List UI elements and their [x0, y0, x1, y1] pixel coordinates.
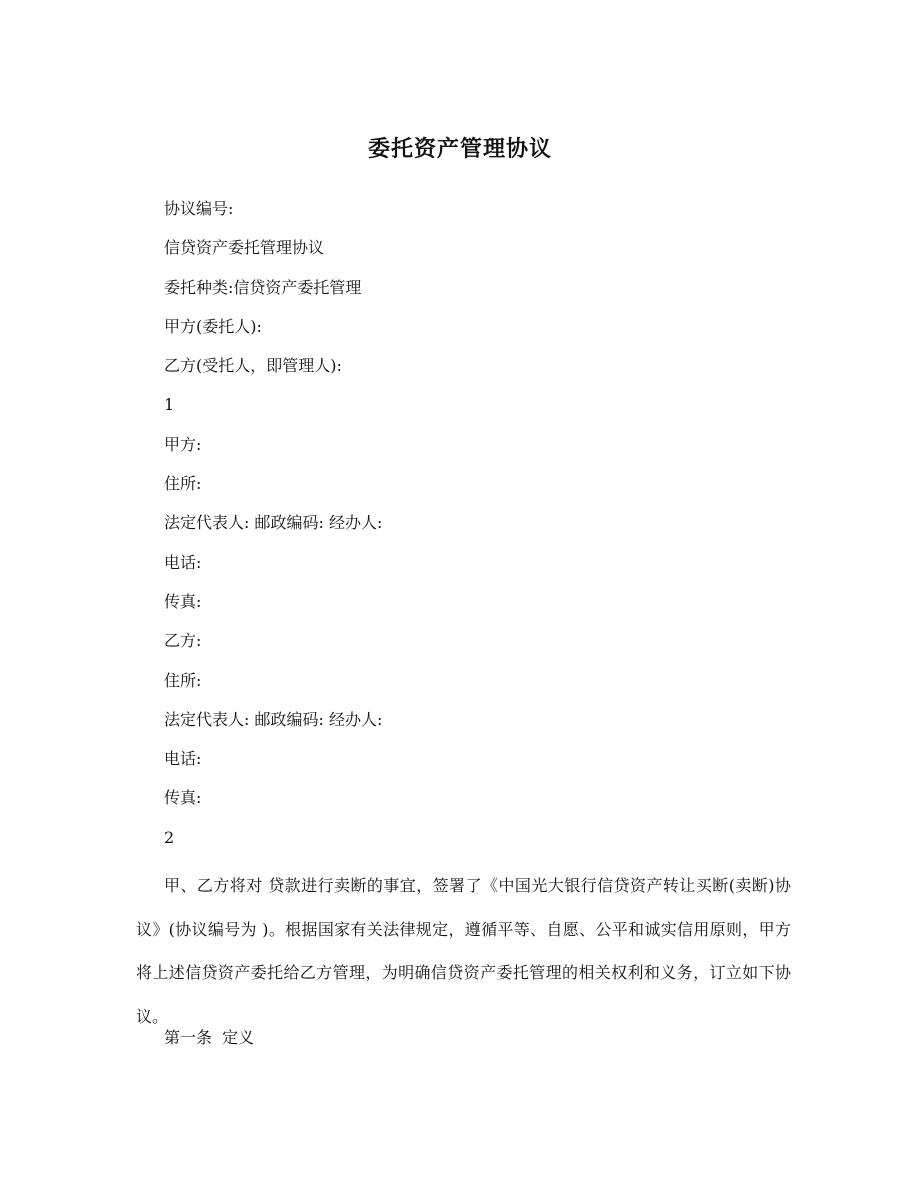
entrust-type-line: 委托种类:信贷资产委托管理: [164, 277, 362, 297]
party-b-header-line: 乙方(受托人，即管理人):: [164, 356, 342, 376]
party-b-address-line: 住所:: [164, 670, 202, 690]
page-number-2: 2: [164, 827, 175, 847]
party-a-fax-line: 传真:: [164, 591, 202, 611]
party-b-fax-line: 传真:: [164, 788, 202, 808]
agreement-name-line: 信贷资产委托管理协议: [164, 238, 325, 258]
party-b-representative-line: 法定代表人: 邮政编码: 经办人:: [164, 709, 383, 729]
party-a-address-line: 住所:: [164, 474, 202, 494]
party-a-representative-line: 法定代表人: 邮政编码: 经办人:: [164, 513, 383, 533]
party-b-line: 乙方:: [164, 631, 202, 651]
preamble-paragraph: 甲、乙方将对 贷款进行卖断的事宜，签署了《中国光大银行信贷资产转让买断(卖断)协议》(协议编号为 )。根据国家有关法律规定，遵循平等、自愿、公平和诚实信用原则，甲方将上述信贷资产委托给乙方管理，为明确信贷资产委托管理的相关权利和义务，订立如下协议。: [136, 876, 791, 1026]
section-heading: 第一条 定义: [164, 1028, 255, 1047]
party-a-header-line: 甲方(委托人):: [164, 316, 262, 336]
header-fields: [164, 196, 804, 864]
page-number-1: 1: [164, 395, 175, 415]
party-b-phone-line: 电话:: [164, 749, 202, 769]
party-a-phone-line: 电话:: [164, 552, 202, 572]
party-a-line: 甲方:: [164, 434, 202, 454]
agreement-number-line: 协议编号:: [164, 199, 234, 218]
document-title: 委托资产管理协议: [367, 136, 552, 162]
